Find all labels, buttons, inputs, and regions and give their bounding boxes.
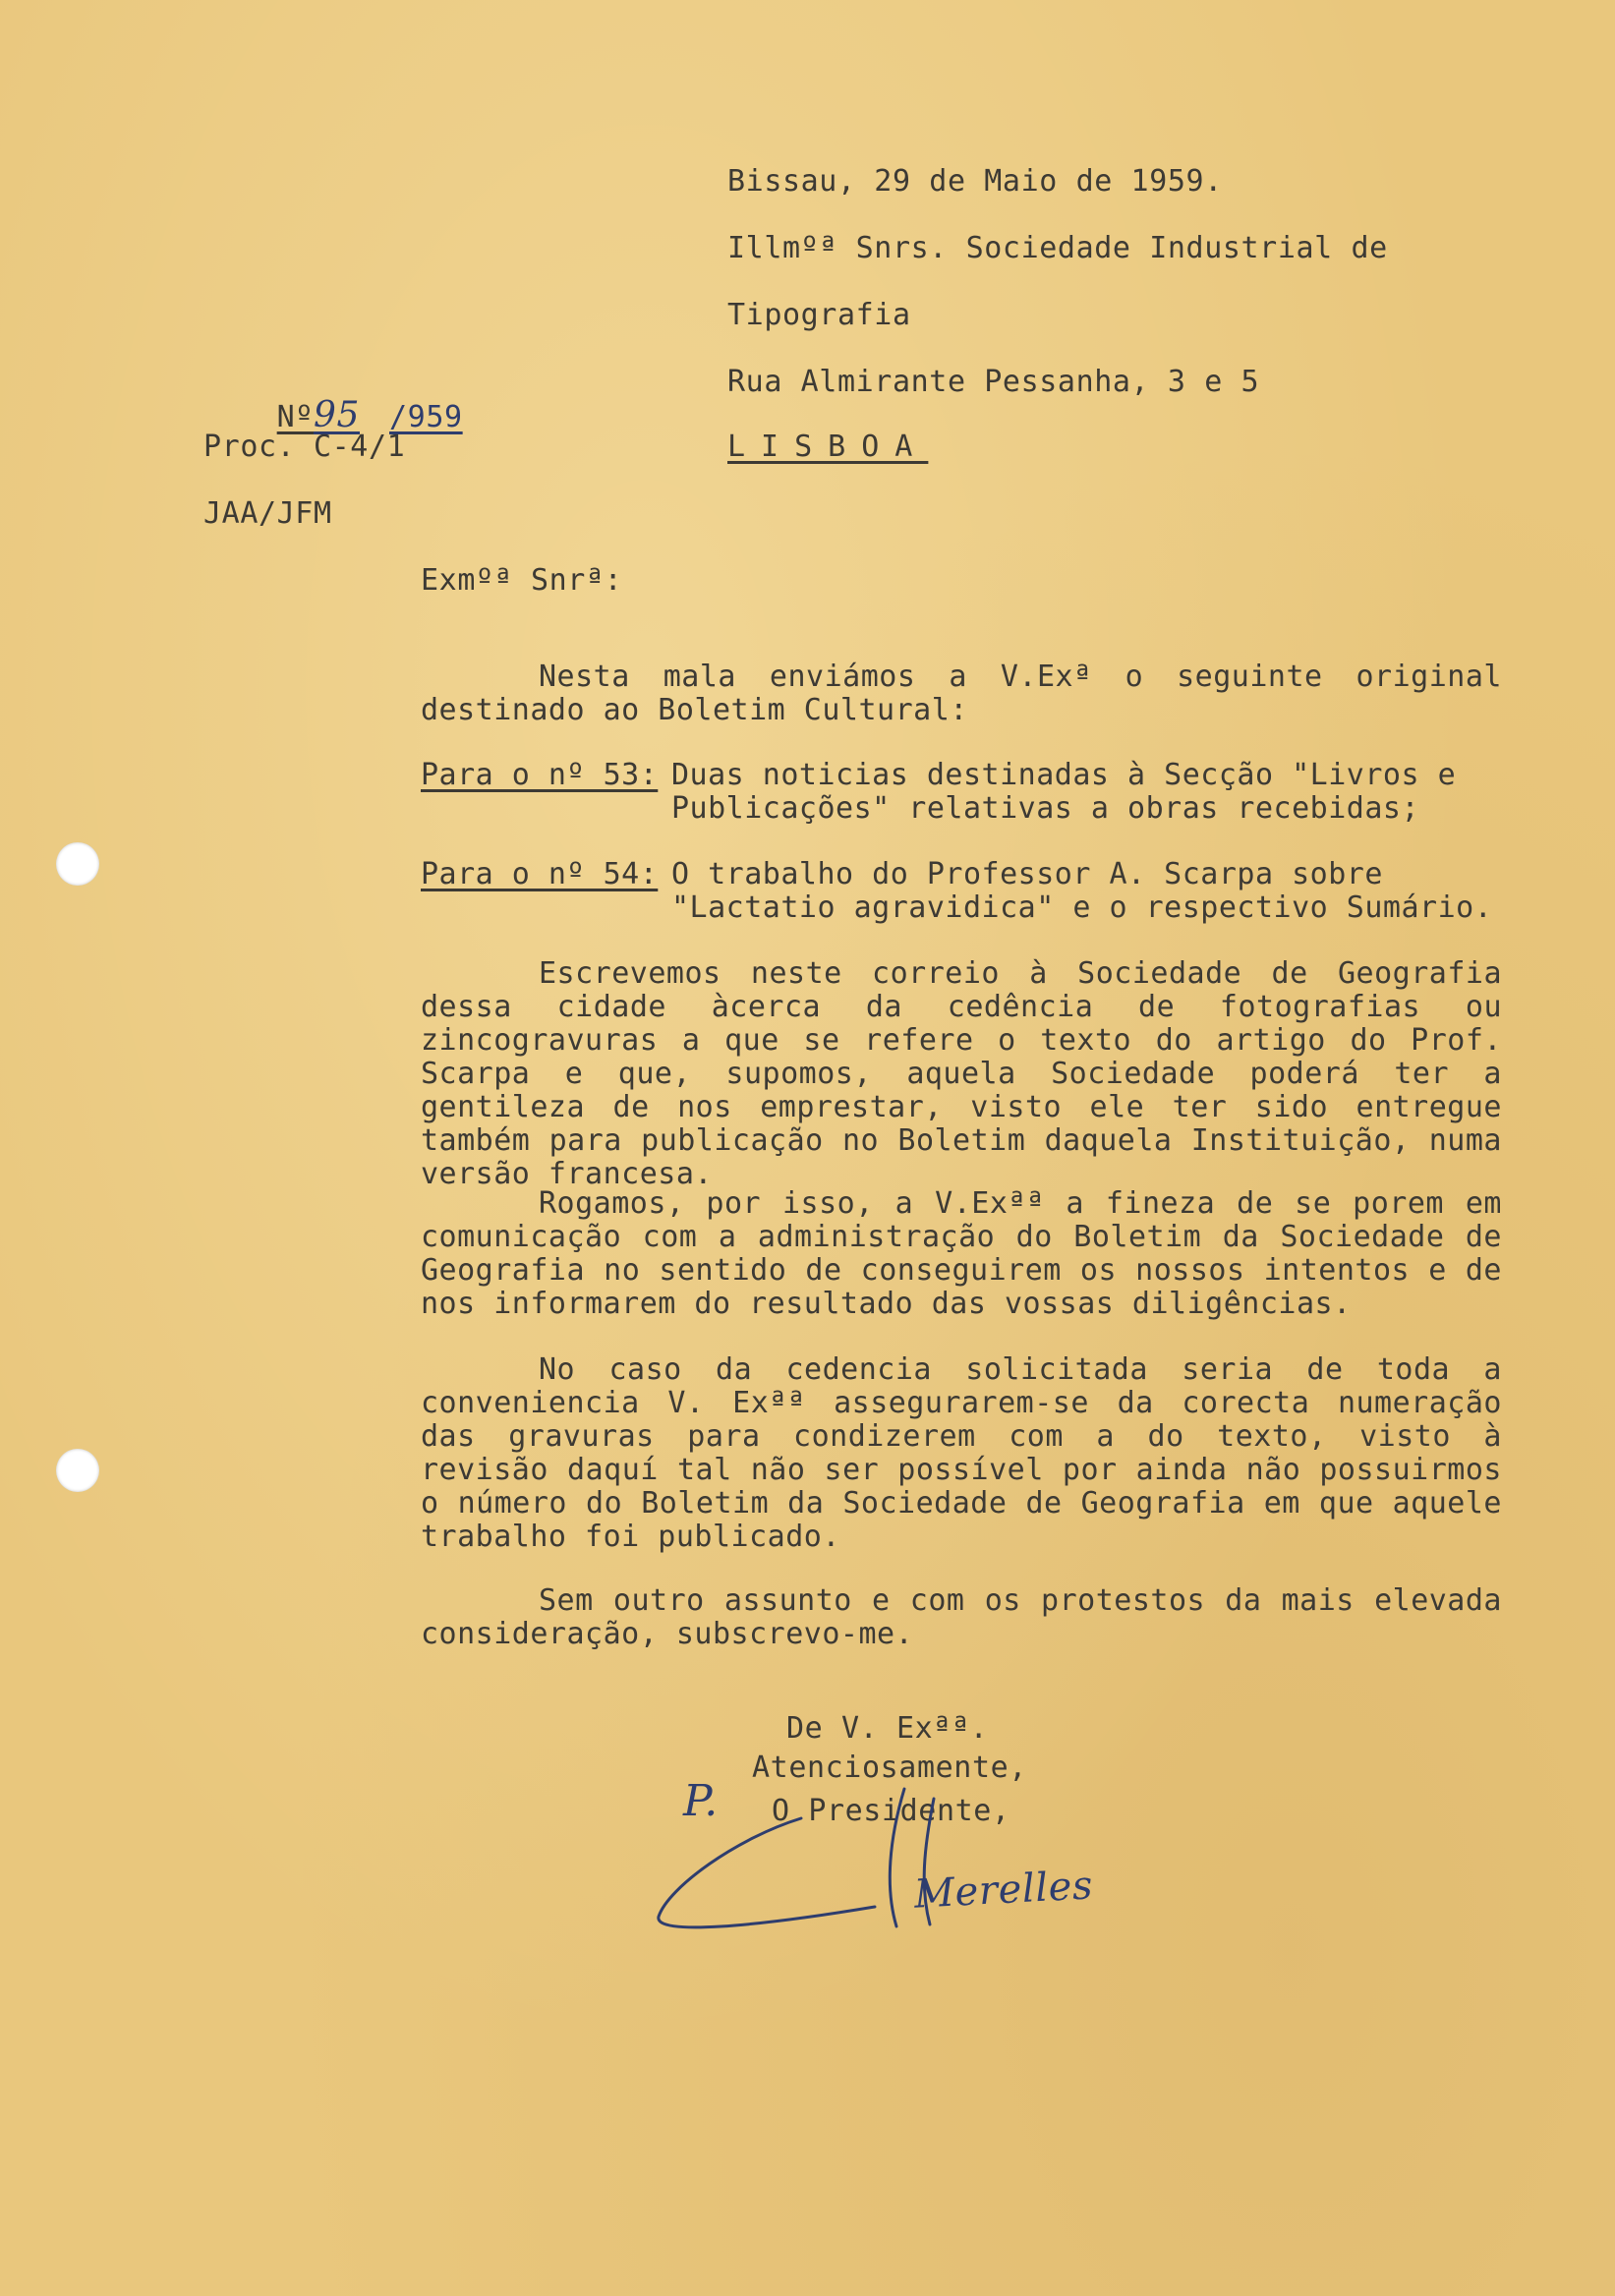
body-paragraph-2: Escrevemos neste correio à Sociedade de Geografia dessa cidade àcerca da cedência de fotografias ou zincogravuras a que se refere o texto do artigo do Prof. Scarpa e que, supomos, aquela Sociedade poderá ter a gentileza de nos emprestar, visto ele ter sido entregue também para publicação no Boletim daquela Instituição, numa versão francesa.	[421, 956, 1502, 1191]
item-no-53	[421, 759, 1512, 828]
process-reference: Proc. C-4/1	[203, 430, 406, 464]
closing-line-1: De V. Exªª.	[786, 1711, 989, 1746]
reference-number-year: /959	[389, 400, 463, 434]
signature: Merelles	[912, 1863, 1095, 1918]
item-no-54-label: Para o nº 54:	[421, 857, 659, 891]
handwritten-prefix: P.	[683, 1776, 719, 1826]
recipient-line-1: Illmºª Snrs. Sociedade Industrial de	[727, 231, 1388, 265]
item-no-54-text: O trabalho do Professor A. Scarpa sobre "Lactatio agravidica" e o respectivo Sumário.	[671, 857, 1493, 925]
closing-line-3: O Presidente,	[772, 1794, 1010, 1828]
item-no-54	[421, 858, 1512, 927]
signature-flourish	[659, 1789, 934, 1927]
item-no-53-text: Duas noticias destinadas à Secção "Livros e Publicações" relativas a obras recebidas;	[671, 758, 1457, 826]
reference-number-handwritten: 95	[313, 395, 360, 435]
recipient-city: LISBOA	[727, 430, 929, 464]
body-paragraph-1: Nesta mala enviámos a V.Exª o seguinte original destinado ao Boletim Cultural:	[421, 660, 1502, 727]
body-paragraph-5: Sem outro assunto e com os protestos da mais elevada consideração, subscrevo-me.	[421, 1583, 1502, 1651]
punch-hole-bottom	[56, 1449, 99, 1492]
body-paragraph-3: Rogamos, por isso, a V.Exªª a fineza de se porem em comunicação com a administração do Boletim da Sociedade de Geografia no sentido de conseguirem os nossos intentos e de nos informarem do resultado das vossas diligências.	[421, 1186, 1502, 1321]
recipient-line-3: Rua Almirante Pessanha, 3 e 5	[727, 365, 1260, 399]
letter-date: Bissau, 29 de Maio de 1959.	[727, 164, 1223, 199]
closing-line-2: Atenciosamente,	[752, 1751, 1027, 1785]
reference-number-prefix: Nº	[276, 400, 314, 434]
body-paragraph-4: No caso da cedencia solicitada seria de toda a conveniencia V. Exªª assegurarem-se da corecta numeração das gravuras para condizerem com a do texto, visto à revisão daquí tal não ser possível por ainda não possuirmos o número do Boletim da Sociedade de Geografia em que aquele trabalho foi publicado.	[421, 1352, 1502, 1554]
punch-hole-top	[56, 842, 99, 886]
typist-initials: JAA/JFM	[203, 496, 332, 531]
signature-flourish-svg	[639, 1776, 1052, 1946]
recipient-line-2: Tipografia	[727, 298, 911, 332]
item-no-53-label: Para o nº 53:	[421, 758, 659, 792]
salutation: Exmºª Snrª:	[421, 563, 623, 598]
